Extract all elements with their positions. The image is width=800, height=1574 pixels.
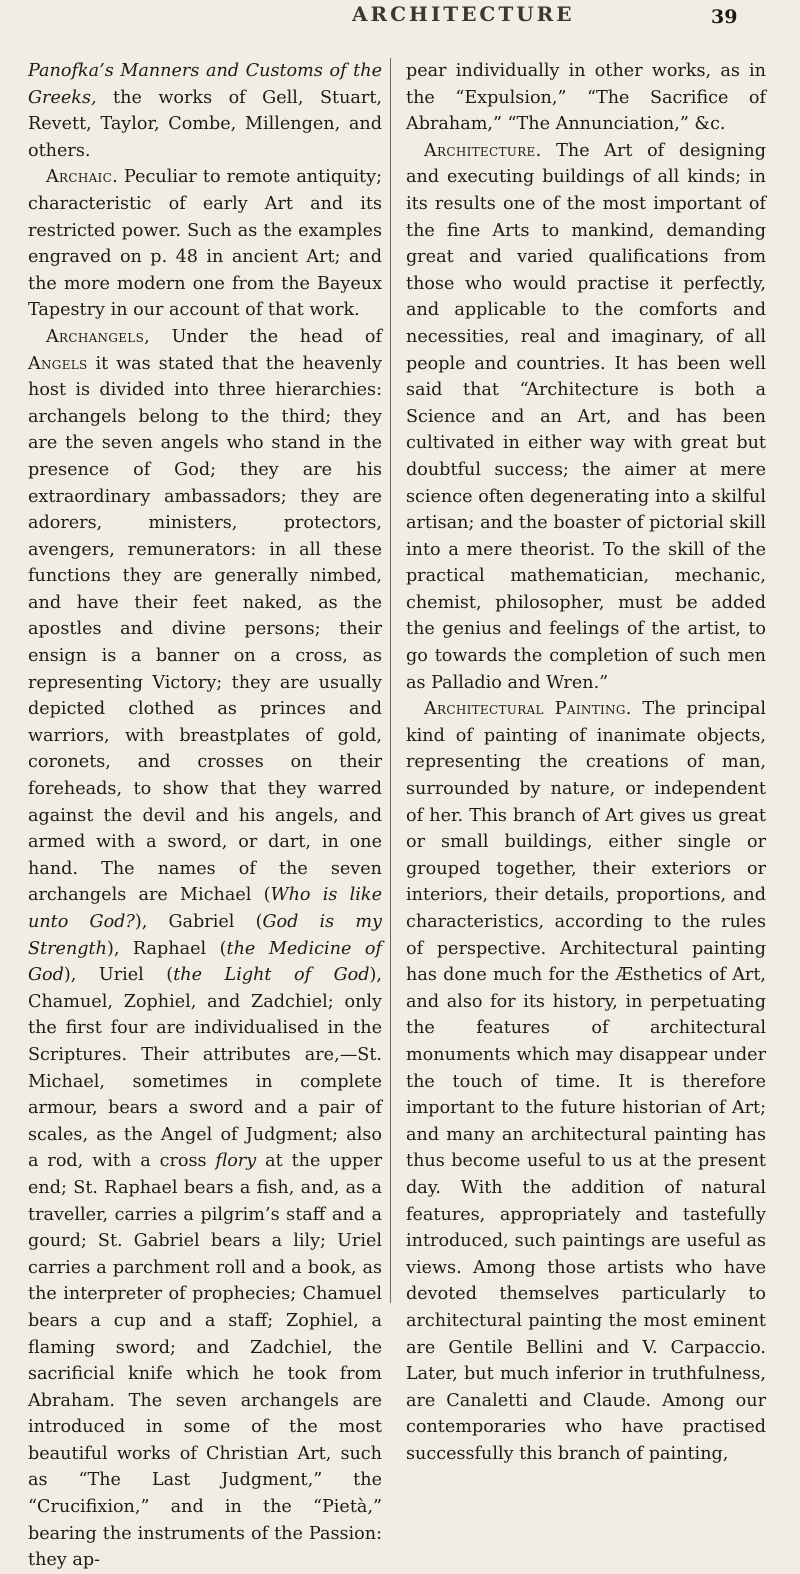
entry-archangels: Archangels, Under the head of Angels it was stated that the heavenly host is divided into three hierarchies: archangels belong to the third; they are the seven angels who stand in the presence of God; they are his extraordinary ambassadors; they are adorers, ministers, protectors, avengers, remunerators: in all these functions they are generally nimbed, and have their feet naked, as the apostles and divine persons; their ensign is a banner on a cross, as representing Victory; they are usually depicted clothed as princes and warriors, with breastplates of gold, coronets, and crosses on their foreheads, to show that they warred against the devil and his angels, and armed with a sword, or dart, in one hand. The names of the seven archangels are Michael (Who is like unto God?), Gabriel (God is my Strength), Raphael (the Medicine of God), Uriel (the Light of God), Chamuel, Zophiel, and Zadchiel; only the first four are individualised in the Scriptures. Their attributes are,—St. Michael, sometimes in complete armour, bears a sword and a pair of scales, as the Angel of Judgment; also a rod, with a cross flory at the upper end; St. Raphael bears a fish, and, as a traveller, carries a pilgrim’s staff and a gourd; St. Gabriel bears a lily; Uriel carries a parchment roll and a book, as the interpreter of prophecies; Chamuel bears a cup and a staff; Zophiel, a flaming sword; and Zadchiel, the sacrificial knife which he took from Abraham. The seven archangels are introduced in some of the most beautiful works of Christian Art, such as “The Last Judgment,” the “Crucifixion,” and in the “Pietà,” bearing the instruments of the Passion: they ap-	[28, 326, 382, 1571]
entry-heading: Archangels,	[46, 326, 150, 347]
entry-heading: Architectural Painting.	[424, 699, 632, 720]
entry-continuation: Panofka’s Manners and Customs of the Greeks, the works of Gell, Stuart, Revett, Taylor, Combe, Millengen, and others.	[28, 61, 382, 161]
entry-continuation: pear individually in other works, as in the “Expulsion,” “The Sacrifice of Abraham,” “The Annunciation,” &c.	[406, 61, 766, 135]
entry-architectural-painting: Architectural Painting. The principal kind of painting of inanimate objects, representing the creations of man, surrounded by nature, or independent of her. This branch of Art gives us great or small buildings, either single or grouped together, their exteriors or interiors, their details, proportions, and characteristics, according to the rules of perspective. Architectural painting has done much for the Æsthetics of Art, and also for its history, in perpetuating the features of architectural monuments which may disappear under the touch of time. It is therefore important to the future historian of Art; and many an architectural painting has thus become useful to us at the present day. With the addition of natural features, appropriately and tastefully introduced, such paintings are useful as views. Among those artists who have devoted themselves particularly to architectural painting the most eminent are Gentile Bellini and V. Carpaccio. Later, but much inferior in truthfulness, are Canaletti and Claude. Among our contemporaries who have practised successfully this branch of painting,	[406, 699, 766, 1464]
cross-reference: Angels	[28, 353, 88, 374]
entry-architecture: Architecture. The Art of designing and executing buildings of all kinds; in its results one of the most important of the fine Arts to mankind, demanding great and varied qualifications from those who would practise it perfectly, and applicable to the comforts and necessities, real and imaginary, of all people and countries. It has been well said that “Architecture is both a Science and an Art, and has been cultivated in either way with great but doubtful success; the aimer at mere science often degenerating into a skilful artisan; and the boaster of pictorial skill into a mere theorist. To the skill of the practical mathematician, mechanic, chemist, philosopher, must be added the genius and feelings of the artist, to go towards the completion of such men as Palladio and Wren.”	[406, 140, 766, 693]
entry-heading: Archaic.	[46, 167, 118, 188]
right-column	[406, 58, 766, 1467]
book-reference: Panofka’s Manners and Customs of the Greeks,	[28, 61, 382, 108]
page-number: 39	[711, 6, 738, 28]
running-header	[0, 0, 800, 42]
entry-heading: Architecture.	[424, 140, 542, 161]
entry-archaic: Archaic. Peculiar to remote antiquity; characteristic of early Art and its restricted power. Such as the examples engraved on p. 48 in ancient Art; and the more modern one from the Bayeux Tapestry in our account of that work.	[28, 167, 382, 321]
column-divider	[390, 58, 391, 1303]
header-title: ARCHITECTURE	[352, 2, 575, 26]
left-column	[28, 58, 382, 1574]
